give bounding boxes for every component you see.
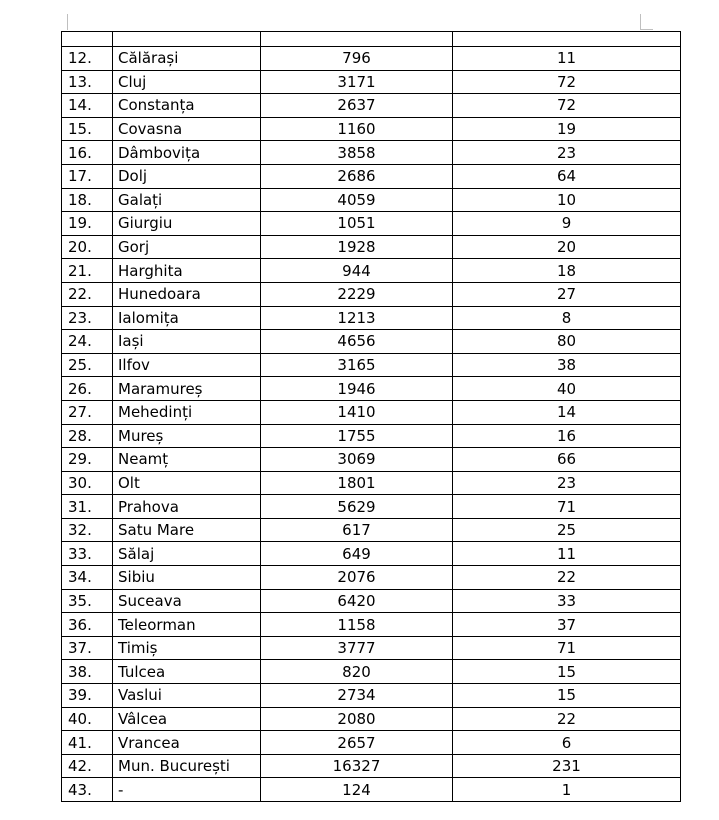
table-row: [62, 94, 681, 118]
row-number-cell: 24.: [62, 330, 113, 354]
county-name-cell: Mureș: [113, 424, 261, 448]
value-column-1-cell: 4656: [261, 330, 453, 354]
value-column-2-cell: 11: [453, 47, 681, 71]
table-row: [62, 188, 681, 212]
table-row: [62, 235, 681, 259]
county-name-cell: Mehedinți: [113, 400, 261, 424]
county-name-cell: Harghita: [113, 259, 261, 283]
value-column-2-cell: 19: [453, 117, 681, 141]
county-name-cell: Suceava: [113, 589, 261, 613]
county-name-cell: Maramureș: [113, 377, 261, 401]
row-number-cell: 13.: [62, 70, 113, 94]
value-column-1-cell: 3069: [261, 448, 453, 472]
value-column-1-cell: 16327: [261, 754, 453, 778]
header-cell-empty: [113, 32, 261, 47]
value-column-1-cell: 1755: [261, 424, 453, 448]
value-column-2-cell: 71: [453, 636, 681, 660]
table-row: [62, 778, 681, 802]
row-number-cell: 29.: [62, 448, 113, 472]
row-number-cell: 31.: [62, 495, 113, 519]
value-column-2-cell: 80: [453, 330, 681, 354]
row-number-cell: 22.: [62, 282, 113, 306]
row-number-cell: 16.: [62, 141, 113, 165]
row-number-cell: 17.: [62, 164, 113, 188]
value-column-2-cell: 33: [453, 589, 681, 613]
table-row: [62, 282, 681, 306]
table-row: [62, 353, 681, 377]
row-number-cell: 37.: [62, 636, 113, 660]
row-number-cell: 27.: [62, 400, 113, 424]
county-name-cell: Călărași: [113, 47, 261, 71]
county-name-cell: Sălaj: [113, 542, 261, 566]
value-column-2-cell: 71: [453, 495, 681, 519]
county-name-cell: Vaslui: [113, 684, 261, 708]
table-row: [62, 424, 681, 448]
value-column-1-cell: 2657: [261, 731, 453, 755]
value-column-1-cell: 3858: [261, 141, 453, 165]
row-number-cell: 41.: [62, 731, 113, 755]
value-column-2-cell: 72: [453, 94, 681, 118]
value-column-2-cell: 16: [453, 424, 681, 448]
county-data-table: [61, 31, 681, 802]
value-column-2-cell: 40: [453, 377, 681, 401]
table-row: [62, 731, 681, 755]
table-row: [62, 660, 681, 684]
row-number-cell: 12.: [62, 47, 113, 71]
value-column-2-cell: 231: [453, 754, 681, 778]
row-number-cell: 38.: [62, 660, 113, 684]
value-column-1-cell: 1160: [261, 117, 453, 141]
county-name-cell: Gorj: [113, 235, 261, 259]
county-name-cell: Neamț: [113, 448, 261, 472]
county-name-cell: Giurgiu: [113, 212, 261, 236]
county-name-cell: Iași: [113, 330, 261, 354]
value-column-1-cell: 1051: [261, 212, 453, 236]
row-number-cell: 14.: [62, 94, 113, 118]
value-column-1-cell: 1410: [261, 400, 453, 424]
value-column-1-cell: 2734: [261, 684, 453, 708]
value-column-1-cell: 796: [261, 47, 453, 71]
value-column-1-cell: 1801: [261, 471, 453, 495]
value-column-1-cell: 944: [261, 259, 453, 283]
row-number-cell: 39.: [62, 684, 113, 708]
county-name-cell: Vrancea: [113, 731, 261, 755]
county-name-cell: Vâlcea: [113, 707, 261, 731]
county-name-cell: Tulcea: [113, 660, 261, 684]
value-column-2-cell: 37: [453, 613, 681, 637]
county-name-cell: Prahova: [113, 495, 261, 519]
table-row: [62, 400, 681, 424]
value-column-1-cell: 1928: [261, 235, 453, 259]
county-name-cell: Satu Mare: [113, 518, 261, 542]
value-column-2-cell: 27: [453, 282, 681, 306]
county-name-cell: Sibiu: [113, 566, 261, 590]
table-row: [62, 589, 681, 613]
value-column-1-cell: 3171: [261, 70, 453, 94]
row-number-cell: 32.: [62, 518, 113, 542]
table-row: [62, 306, 681, 330]
value-column-1-cell: 4059: [261, 188, 453, 212]
row-number-cell: 42.: [62, 754, 113, 778]
row-number-cell: 35.: [62, 589, 113, 613]
value-column-1-cell: 2076: [261, 566, 453, 590]
county-name-cell: Constanța: [113, 94, 261, 118]
table-row: [62, 448, 681, 472]
county-name-cell: Dolj: [113, 164, 261, 188]
table-body: [62, 32, 681, 802]
value-column-1-cell: 124: [261, 778, 453, 802]
table-row: [62, 164, 681, 188]
value-column-2-cell: 23: [453, 471, 681, 495]
county-name-cell: Olt: [113, 471, 261, 495]
table-row: [62, 259, 681, 283]
table-row: [62, 212, 681, 236]
county-name-cell: Ialomița: [113, 306, 261, 330]
value-column-1-cell: 1946: [261, 377, 453, 401]
value-column-1-cell: 649: [261, 542, 453, 566]
row-number-cell: 34.: [62, 566, 113, 590]
value-column-1-cell: 5629: [261, 495, 453, 519]
value-column-1-cell: 1213: [261, 306, 453, 330]
page-corner-mark-right: [640, 14, 653, 30]
value-column-2-cell: 66: [453, 448, 681, 472]
county-name-cell: Cluj: [113, 70, 261, 94]
value-column-1-cell: 2080: [261, 707, 453, 731]
row-number-cell: 19.: [62, 212, 113, 236]
row-number-cell: 33.: [62, 542, 113, 566]
county-name-cell: Ilfov: [113, 353, 261, 377]
row-number-cell: 20.: [62, 235, 113, 259]
row-number-cell: 23.: [62, 306, 113, 330]
value-column-2-cell: 18: [453, 259, 681, 283]
value-column-2-cell: 10: [453, 188, 681, 212]
table-row: [62, 684, 681, 708]
value-column-1-cell: 3777: [261, 636, 453, 660]
table-row: [62, 70, 681, 94]
header-cell-empty: [453, 32, 681, 47]
value-column-2-cell: 38: [453, 353, 681, 377]
row-number-cell: 28.: [62, 424, 113, 448]
value-column-2-cell: 1: [453, 778, 681, 802]
value-column-1-cell: 2686: [261, 164, 453, 188]
table-row: [62, 495, 681, 519]
table-row: [62, 542, 681, 566]
value-column-2-cell: 25: [453, 518, 681, 542]
table-row: [62, 117, 681, 141]
row-number-cell: 26.: [62, 377, 113, 401]
table-header-row-empty: [62, 32, 681, 47]
value-column-2-cell: 14: [453, 400, 681, 424]
county-name-cell: Hunedoara: [113, 282, 261, 306]
value-column-1-cell: 1158: [261, 613, 453, 637]
page-corner-mark-left: [67, 14, 68, 30]
table-row: [62, 141, 681, 165]
table-row: [62, 330, 681, 354]
value-column-2-cell: 22: [453, 566, 681, 590]
county-name-cell: Galați: [113, 188, 261, 212]
value-column-1-cell: 6420: [261, 589, 453, 613]
value-column-1-cell: 820: [261, 660, 453, 684]
row-number-cell: 30.: [62, 471, 113, 495]
value-column-2-cell: 72: [453, 70, 681, 94]
row-number-cell: 40.: [62, 707, 113, 731]
county-name-cell: -: [113, 778, 261, 802]
value-column-2-cell: 22: [453, 707, 681, 731]
value-column-2-cell: 20: [453, 235, 681, 259]
county-name-cell: Covasna: [113, 117, 261, 141]
value-column-2-cell: 9: [453, 212, 681, 236]
county-name-cell: Mun. București: [113, 754, 261, 778]
table-row: [62, 471, 681, 495]
value-column-1-cell: 2637: [261, 94, 453, 118]
value-column-1-cell: 3165: [261, 353, 453, 377]
value-column-1-cell: 617: [261, 518, 453, 542]
table-row: [62, 754, 681, 778]
table-row: [62, 518, 681, 542]
county-name-cell: Dâmbovița: [113, 141, 261, 165]
county-name-cell: Teleorman: [113, 613, 261, 637]
value-column-1-cell: 2229: [261, 282, 453, 306]
table-row: [62, 566, 681, 590]
table-row: [62, 47, 681, 71]
header-cell-empty: [62, 32, 113, 47]
value-column-2-cell: 64: [453, 164, 681, 188]
value-column-2-cell: 15: [453, 684, 681, 708]
value-column-2-cell: 23: [453, 141, 681, 165]
value-column-2-cell: 8: [453, 306, 681, 330]
row-number-cell: 15.: [62, 117, 113, 141]
row-number-cell: 21.: [62, 259, 113, 283]
value-column-2-cell: 11: [453, 542, 681, 566]
header-cell-empty: [261, 32, 453, 47]
table-row: [62, 636, 681, 660]
value-column-2-cell: 15: [453, 660, 681, 684]
county-name-cell: Timiș: [113, 636, 261, 660]
table-row: [62, 613, 681, 637]
table-row: [62, 707, 681, 731]
row-number-cell: 43.: [62, 778, 113, 802]
row-number-cell: 18.: [62, 188, 113, 212]
row-number-cell: 25.: [62, 353, 113, 377]
table-row: [62, 377, 681, 401]
row-number-cell: 36.: [62, 613, 113, 637]
value-column-2-cell: 6: [453, 731, 681, 755]
